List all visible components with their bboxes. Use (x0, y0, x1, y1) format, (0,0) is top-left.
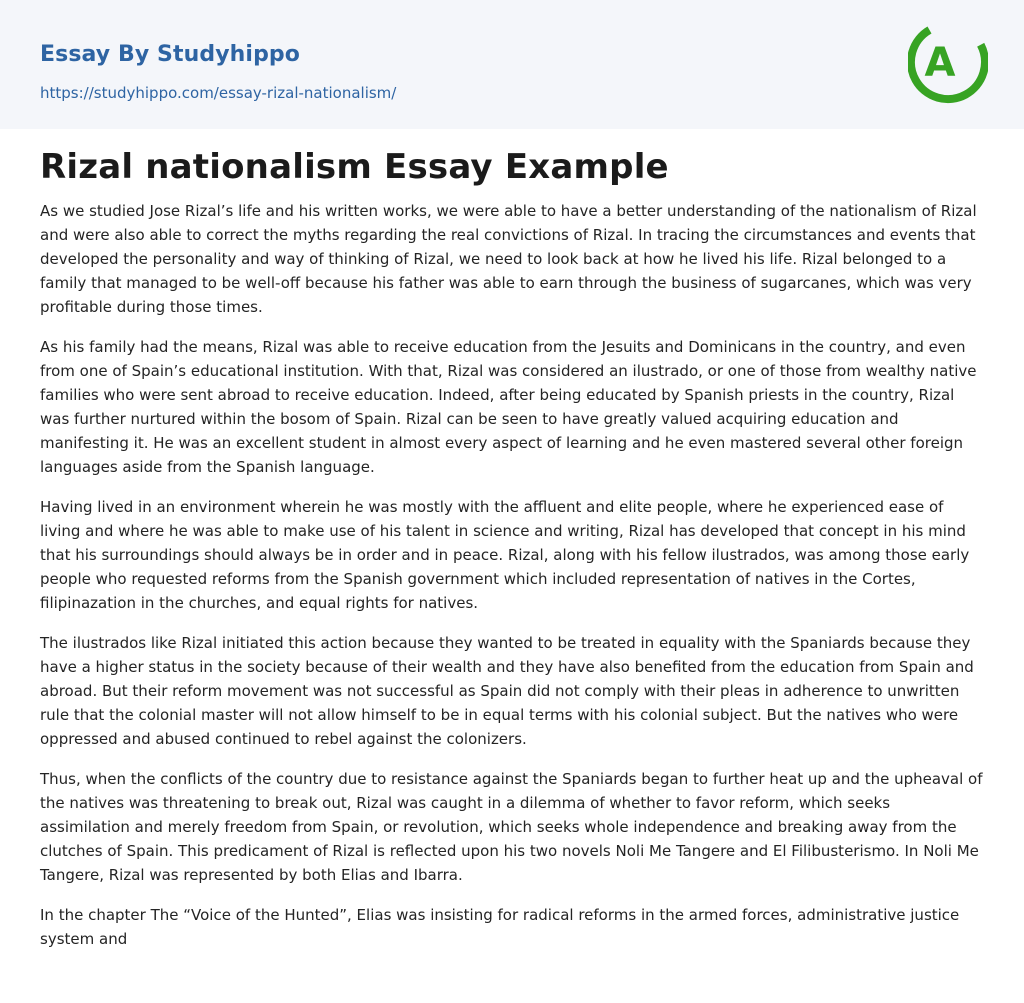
essay-paragraph: In the chapter The “Voice of the Hunted”, Elias was insisting for radical reforms in the armed forces, administrative justice system and (40, 906, 960, 948)
essay-paragraph: As his family had the means, Rizal was able to receive education from the Jesuits and Dominicans in the country, and even from one of Spain’s educational institution. With that, Rizal was considered an ilustrado, or one of those from wealthy native families who were sent abroad to receive education. Indeed, after being educated by Spanish priests in the country, Rizal was further nurtured within the bosom of Spain. Rizal can be seen to have greatly valued acquiring education and manifesting it. He was an excellent student in almost every aspect of learning and he even mastered several other foreign languages aside from the Spanish language. (40, 338, 977, 476)
site-header (0, 0, 1024, 129)
essay-paragraph: As we studied Jose Rizal’s life and his written works, we were able to have a better understanding of the nationalism of Rizal and were also able to correct the myths regarding the real convictions of Rizal. In tracing the circumstances and events that developed the personality and way of thinking of Rizal, we need to look back at how he lived his life. Rizal belonged to a family that managed to be well-off because his father was able to earn through the business of sugarcanes, which was very profitable during those times. (40, 202, 977, 316)
studyhippo-logo-icon[interactable] (908, 19, 988, 105)
logo-letter: A (924, 40, 956, 86)
essay-paragraph: The ilustrados like Rizal initiated this action because they wanted to be treated in equality with the Spaniards because they have a higher status in the society because of their wealth and they have also benefited from the education from Spain and abroad. But their reform movement was not successful as Spain did not comply with their pleas in adherence to unwritten rule that the colonial master will not allow himself to be in equal terms with his colonial subject. But the natives who were oppressed and abused continued to rebel against the colonizers. (40, 634, 974, 748)
essay-paragraph: Thus, when the conflicts of the country due to resistance against the Spaniards began to further heat up and the upheaval of the natives was threatening to break out, Rizal was caught in a dilemma of whether to favor reform, which seeks assimilation and merely freedom from Spain, or revolution, which seeks whole independence and breaking away from the clutches of Spain. This predicament of Rizal is reflected upon his two novels Noli Me Tangere and El Filibusterismo. In Noli Me Tangere, Rizal was represented by both Elias and Ibarra. (40, 770, 983, 884)
essay-content (40, 143, 984, 967)
site-brand[interactable]: Essay By Studyhippo (40, 42, 300, 67)
essay-paragraph: Having lived in an environment wherein he was mostly with the affluent and elite people, where he experienced ease of living and where he was able to make use of his talent in science and writing, Rizal has developed that concept in his mind that his surroundings should always be in order and in peace. Rizal, along with his fellow ilustrados, was among those early people who requested reforms from the Spanish government which included representation of natives in the Cortes, filipinazation in the churches, and equal rights for natives. (40, 498, 970, 612)
essay-url-link[interactable]: https://studyhippo.com/essay-rizal-nationalism/ (40, 84, 397, 102)
essay-title: Rizal nationalism Essay Example (40, 147, 669, 187)
